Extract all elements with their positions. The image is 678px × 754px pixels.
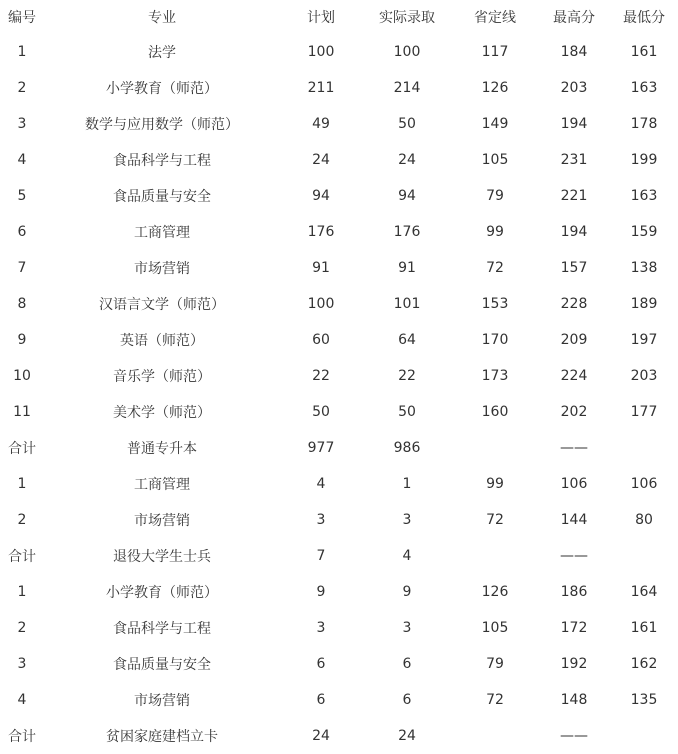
cell-highest-score: 203	[560, 80, 588, 96]
cell-provincial-line: 170	[481, 332, 509, 348]
table-row	[0, 106, 678, 142]
cell-major: 食品科学与工程	[113, 621, 211, 637]
table-row	[0, 718, 678, 754]
table-row	[0, 646, 678, 682]
table-row	[0, 322, 678, 358]
table-row	[0, 286, 678, 322]
cell-lowest-score	[610, 430, 678, 466]
cell-lowest-score: 178	[630, 116, 658, 132]
cell-admitted: 3	[402, 512, 412, 528]
cell-plan: 91	[312, 260, 330, 276]
cell-admitted: 22	[398, 368, 416, 384]
cell-id: 7	[17, 260, 27, 276]
cell-admitted: 101	[393, 296, 421, 312]
cell-lowest-score: 161	[630, 44, 658, 60]
cell-admitted: 4	[402, 548, 412, 564]
cell-id: 1	[17, 44, 27, 60]
cell-plan: 24	[312, 152, 330, 168]
table-row	[0, 394, 678, 430]
cell-provincial-line: 126	[481, 80, 509, 96]
cell-highest-score: 157	[560, 260, 588, 276]
table-row	[0, 70, 678, 106]
cell-admitted: 6	[402, 656, 412, 672]
cell-provincial-line: 99	[486, 224, 504, 240]
cell-plan: 49	[312, 116, 330, 132]
cell-provincial-line: 72	[486, 692, 504, 708]
cell-highest-score: ——	[560, 440, 588, 456]
cell-highest-score: 194	[560, 224, 588, 240]
cell-provincial-line: 160	[481, 404, 509, 420]
cell-id: 4	[17, 692, 27, 708]
cell-provincial-line: 99	[486, 476, 504, 492]
cell-id: 1	[17, 584, 27, 600]
cell-lowest-score: 135	[630, 692, 658, 708]
cell-highest-score: 194	[560, 116, 588, 132]
cell-major: 食品质量与安全	[113, 657, 211, 673]
cell-major: 普通专升本	[127, 441, 197, 457]
cell-plan: 22	[312, 368, 330, 384]
cell-provincial-line: 153	[481, 296, 509, 312]
cell-major: 汉语言文学（师范）	[99, 297, 225, 313]
cell-plan: 100	[307, 44, 335, 60]
cell-plan: 100	[307, 296, 335, 312]
cell-major: 美术学（师范）	[113, 405, 211, 421]
header-admitted: 实际录取	[379, 10, 435, 26]
cell-plan: 3	[316, 620, 326, 636]
cell-plan: 50	[312, 404, 330, 420]
cell-admitted: 24	[398, 152, 416, 168]
cell-lowest-score: 189	[630, 296, 658, 312]
cell-lowest-score: 163	[630, 80, 658, 96]
cell-id: 3	[17, 116, 27, 132]
cell-provincial-line: 79	[486, 656, 504, 672]
cell-lowest-score: 199	[630, 152, 658, 168]
cell-major: 食品质量与安全	[113, 189, 211, 205]
cell-admitted: 214	[393, 80, 421, 96]
table-row	[0, 430, 678, 466]
cell-highest-score: 106	[560, 476, 588, 492]
cell-lowest-score	[610, 538, 678, 574]
cell-plan: 977	[307, 440, 335, 456]
cell-provincial-line: 126	[481, 584, 509, 600]
cell-admitted: 91	[398, 260, 416, 276]
cell-highest-score: 192	[560, 656, 588, 672]
cell-admitted: 3	[402, 620, 412, 636]
table-row	[0, 142, 678, 178]
header-major: 专业	[148, 10, 176, 26]
cell-provincial-line: 117	[481, 44, 509, 60]
cell-highest-score: 148	[560, 692, 588, 708]
cell-provincial-line: 72	[486, 260, 504, 276]
cell-plan: 60	[312, 332, 330, 348]
cell-major: 数学与应用数学（师范）	[85, 117, 239, 133]
cell-id: 1	[17, 476, 27, 492]
cell-lowest-score: 106	[630, 476, 658, 492]
cell-admitted: 50	[398, 404, 416, 420]
cell-lowest-score: 164	[630, 584, 658, 600]
table-row	[0, 250, 678, 286]
cell-lowest-score: 159	[630, 224, 658, 240]
table-row	[0, 502, 678, 538]
cell-id: 4	[17, 152, 27, 168]
table-row	[0, 466, 678, 502]
cell-major: 工商管理	[134, 225, 190, 241]
cell-highest-score: 221	[560, 188, 588, 204]
cell-highest-score: 184	[560, 44, 588, 60]
cell-highest-score: ——	[560, 548, 588, 564]
cell-provincial-line: 105	[481, 620, 509, 636]
cell-plan: 7	[316, 548, 326, 564]
cell-provincial-line: 105	[481, 152, 509, 168]
cell-major: 市场营销	[134, 693, 190, 709]
cell-id: 8	[17, 296, 27, 312]
cell-provincial-line: 173	[481, 368, 509, 384]
cell-major: 贫困家庭建档立卡	[106, 729, 218, 745]
cell-id: 3	[17, 656, 27, 672]
cell-lowest-score: 163	[630, 188, 658, 204]
cell-id: 10	[13, 368, 31, 384]
cell-major: 市场营销	[134, 513, 190, 529]
cell-highest-score: 172	[560, 620, 588, 636]
header-plan: 计划	[307, 10, 335, 26]
cell-plan: 6	[316, 692, 326, 708]
cell-lowest-score: 197	[630, 332, 658, 348]
cell-provincial-line: 149	[481, 116, 509, 132]
cell-provincial-line	[452, 538, 538, 574]
cell-provincial-line: 79	[486, 188, 504, 204]
table-row	[0, 34, 678, 70]
cell-admitted: 50	[398, 116, 416, 132]
cell-major: 市场营销	[134, 261, 190, 277]
cell-provincial-line	[452, 718, 538, 754]
cell-admitted: 64	[398, 332, 416, 348]
cell-admitted: 986	[393, 440, 421, 456]
cell-highest-score: 144	[560, 512, 588, 528]
cell-highest-score: 231	[560, 152, 588, 168]
cell-major: 法学	[148, 45, 176, 61]
cell-admitted: 100	[393, 44, 421, 60]
cell-id: 5	[17, 188, 27, 204]
cell-plan: 9	[316, 584, 326, 600]
cell-id: 合计	[8, 549, 36, 565]
table-row	[0, 214, 678, 250]
cell-major: 小学教育（师范）	[106, 585, 218, 601]
cell-highest-score: ——	[560, 728, 588, 744]
table-row	[0, 358, 678, 394]
cell-admitted: 24	[398, 728, 416, 744]
cell-lowest-score: 203	[630, 368, 658, 384]
cell-lowest-score: 138	[630, 260, 658, 276]
cell-lowest-score: 177	[630, 404, 658, 420]
cell-highest-score: 209	[560, 332, 588, 348]
table-row	[0, 610, 678, 646]
table-row	[0, 682, 678, 718]
cell-major: 工商管理	[134, 477, 190, 493]
cell-admitted: 9	[402, 584, 412, 600]
cell-plan: 176	[307, 224, 335, 240]
cell-lowest-score	[610, 718, 678, 754]
cell-major: 英语（师范）	[120, 333, 204, 349]
cell-lowest-score: 161	[630, 620, 658, 636]
cell-admitted: 94	[398, 188, 416, 204]
cell-plan: 6	[316, 656, 326, 672]
cell-highest-score: 224	[560, 368, 588, 384]
cell-id: 2	[17, 80, 27, 96]
cell-admitted: 1	[402, 476, 412, 492]
table-row	[0, 538, 678, 574]
cell-id: 合计	[8, 441, 36, 457]
cell-plan: 3	[316, 512, 326, 528]
table-body	[0, 34, 678, 754]
table-row	[0, 178, 678, 214]
cell-admitted: 6	[402, 692, 412, 708]
header-row	[0, 0, 678, 34]
cell-id: 2	[17, 620, 27, 636]
cell-id: 9	[17, 332, 27, 348]
cell-plan: 211	[307, 80, 335, 96]
cell-major: 小学教育（师范）	[106, 81, 218, 97]
cell-highest-score: 186	[560, 584, 588, 600]
header-id: 编号	[8, 10, 36, 26]
table-row	[0, 574, 678, 610]
cell-highest-score: 228	[560, 296, 588, 312]
cell-highest-score: 202	[560, 404, 588, 420]
cell-major: 退役大学生士兵	[113, 549, 211, 565]
cell-major: 音乐学（师范）	[113, 369, 211, 385]
header-highest-score: 最高分	[553, 10, 595, 26]
cell-plan: 4	[316, 476, 326, 492]
cell-lowest-score: 162	[630, 656, 658, 672]
cell-admitted: 176	[393, 224, 421, 240]
cell-lowest-score: 80	[635, 512, 653, 528]
cell-id: 2	[17, 512, 27, 528]
header-provincial-line: 省定线	[474, 10, 516, 26]
cell-provincial-line	[452, 430, 538, 466]
header-lowest-score: 最低分	[623, 10, 665, 26]
cell-plan: 24	[312, 728, 330, 744]
cell-major: 食品科学与工程	[113, 153, 211, 169]
cell-id: 合计	[8, 729, 36, 745]
cell-plan: 94	[312, 188, 330, 204]
cell-provincial-line: 72	[486, 512, 504, 528]
cell-id: 6	[17, 224, 27, 240]
cell-id: 11	[13, 404, 31, 420]
